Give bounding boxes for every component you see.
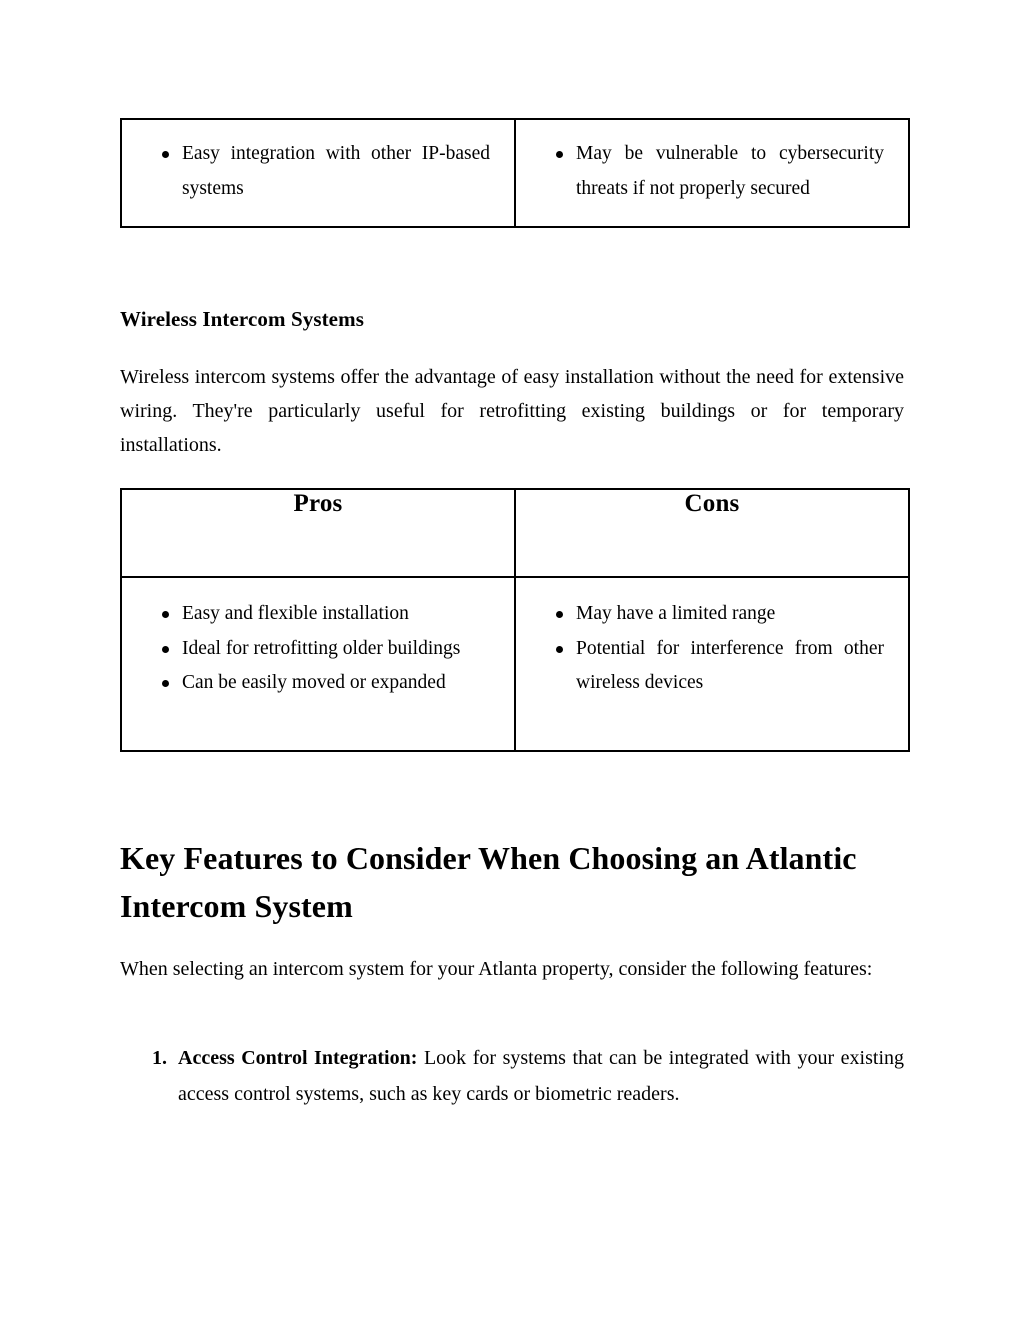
list-item-body: Look for systems that can be integrated with your existing access control systems, such as key cards or biometric readers. [178,1047,904,1105]
list-item: Potential for interference from other wireless devices [540,632,894,701]
list-item: Easy and flexible installation [146,597,500,632]
key-features-intro-paragraph: When selecting an intercom system for your Atlanta property, consider the following features: [120,958,873,980]
section-heading-wireless: Wireless Intercom Systems [120,307,364,331]
list-item-lead: Access Control Integration: [178,1047,418,1069]
list-item: May have a limited range [540,597,894,632]
table-cell-cons [515,119,909,227]
pros-bullet-list [146,597,500,701]
cons-cell-content [516,120,908,216]
list-item: May be vulnerable to cybersecurity threats if not properly secured [540,137,894,206]
table-cell-pros [121,119,515,227]
table-header-row [121,489,909,577]
pros-bullet-list [146,137,500,206]
cons-bullet-list [540,597,894,701]
pros-cell-content [122,120,514,216]
list-item: Can be easily moved or expanded [146,666,500,701]
cons-bullet-list [540,137,894,206]
list-item: Easy integration with other IP-based systems [146,137,500,206]
table-header-pros: Pros [121,489,515,577]
table-ip-intercom-continued [120,118,910,228]
table-wireless-pros-cons [120,488,910,752]
table-row [121,119,909,227]
list-item: Ideal for retrofitting older buildings [146,632,500,667]
list-item-marker: 1. [152,1047,167,1069]
table-row [121,577,909,751]
key-features-numbered-list [152,1040,904,1112]
table-header-cons: Cons [515,489,909,577]
cons-cell-content [516,578,908,711]
section-heading-key-features: Key Features to Consider When Choosing an Atlantic Intercom System [120,840,857,924]
pros-cell-content [122,578,514,711]
table-cell-pros [121,577,515,751]
section-paragraph-wireless: Wireless intercom systems offer the advantage of easy installation without the need for extensive wiring. They're particularly useful for retrofitting existing buildings or for temporary installations. [120,366,904,456]
table-cell-cons [515,577,909,751]
list-item [152,1040,904,1112]
